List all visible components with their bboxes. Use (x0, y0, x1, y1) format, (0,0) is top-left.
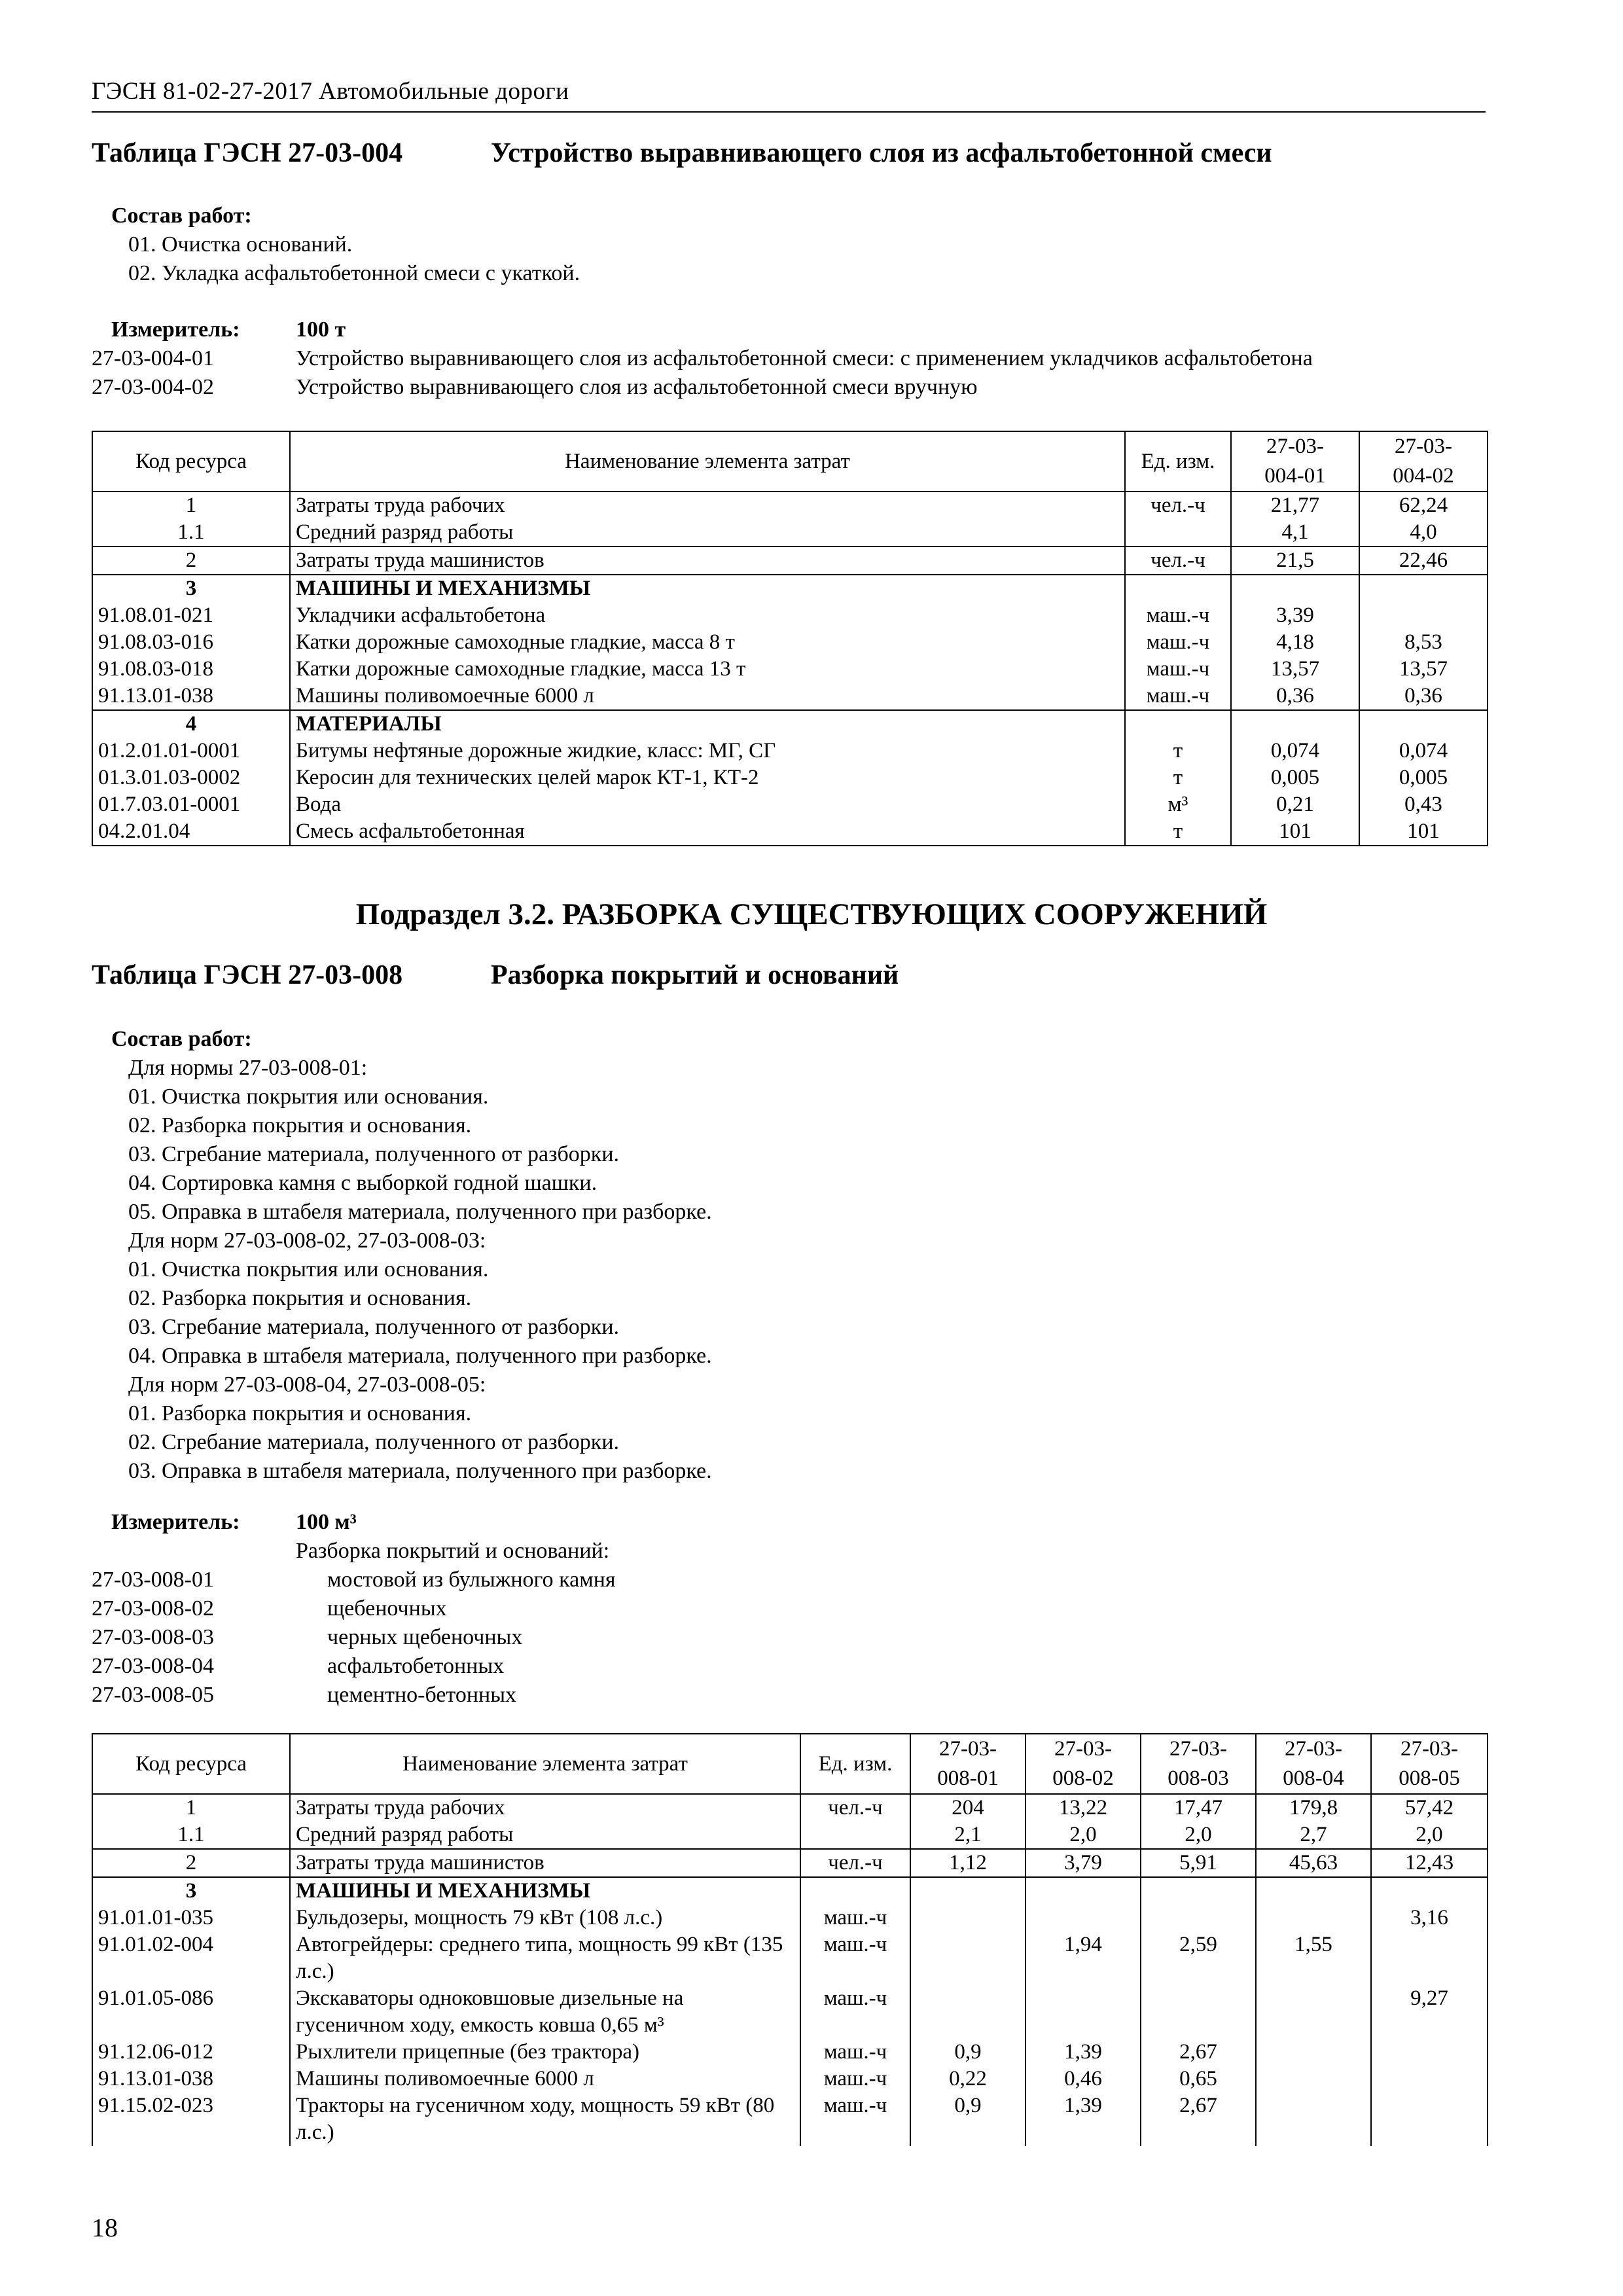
cell-code: 2 (92, 547, 290, 575)
cell-value: 21,77 (1231, 492, 1359, 519)
cell-code: 01.3.01.03-0002 (92, 764, 290, 791)
cell-value: 2,0 (1026, 1821, 1141, 1849)
header-rule (92, 111, 1486, 113)
table2-title (92, 960, 899, 991)
work-item: 03. Оправка в штабеля материала, полученного при разборке. (128, 1459, 712, 1483)
cell-unit (1125, 575, 1231, 602)
norm-code: 27-03-008-01 (92, 1568, 214, 1592)
cell-value: 62,24 (1359, 492, 1488, 519)
cell-value: 0,005 (1231, 764, 1359, 791)
table-row (92, 710, 1488, 738)
cell-unit (1125, 710, 1231, 738)
cell-value (910, 1905, 1026, 1931)
cell-value: 21,5 (1231, 547, 1359, 575)
norm-row (92, 1594, 1492, 1623)
col-header-name: Наименование элемента затрат (290, 1734, 800, 1794)
table-row (92, 1821, 1488, 1849)
cell-value: 0,43 (1359, 791, 1488, 818)
cell-value (910, 1985, 1026, 2039)
running-header: ГЭСН 81-02-27-2017 Автомобильные дороги (92, 78, 569, 105)
cell-code: 91.08.03-016 (92, 629, 290, 656)
cell-value (1371, 1931, 1488, 1985)
cell-unit: маш.-ч (1125, 602, 1231, 629)
col-header-code: Код ресурса (92, 1734, 290, 1794)
cell-value: 4,0 (1359, 519, 1488, 547)
cell-unit: маш.-ч (1125, 629, 1231, 656)
norm-code: 27-03-008-03 (92, 1625, 214, 1649)
table-row (92, 1985, 1488, 2039)
table-row (92, 602, 1488, 629)
cell-unit: маш.-ч (800, 1905, 910, 1931)
cell-value (1256, 2066, 1371, 2092)
cell-code: 91.01.01-035 (92, 1905, 290, 1931)
table2-meter (92, 1508, 1492, 1710)
norm-code: 27-03-008-02 (92, 1596, 214, 1621)
subsection-title: Подраздел 3.2. РАЗБОРКА СУЩЕСТВУЮЩИХ СООРУЖЕНИЙ (355, 897, 1268, 931)
cell-value: 101 (1231, 818, 1359, 846)
col-header-unit: Ед. изм. (1125, 431, 1231, 492)
table1-meter (92, 315, 1492, 402)
table-row (92, 492, 1488, 519)
cell-value: 2,67 (1141, 2039, 1256, 2066)
col-header-norm: 27-03- 008-01 (910, 1734, 1026, 1794)
cell-value: 8,53 (1359, 629, 1488, 656)
cell-name: Катки дорожные самоходные гладкие, масса 8 т (290, 629, 1125, 656)
col-header-name: Наименование элемента затрат (290, 431, 1125, 492)
cell-name: Автогрейдеры: среднего типа, мощность 99 кВт (135 л.с.) (290, 1931, 800, 1985)
cell-value: 45,63 (1256, 1849, 1371, 1877)
cell-unit (800, 1877, 910, 1905)
cell-value (1256, 1985, 1371, 2039)
table2-name: Разборка покрытий и оснований (491, 960, 899, 990)
cell-value (1256, 1905, 1371, 1931)
norm-text: Устройство выравнивающего слоя из асфальтобетонной смеси: с применением укладчиков асфальтобетона (296, 346, 1313, 370)
cell-value: 0,9 (910, 2039, 1026, 2066)
cell-unit: т (1125, 818, 1231, 846)
table-row (92, 791, 1488, 818)
cell-value: 2,0 (1371, 1821, 1488, 1849)
table-row (92, 738, 1488, 764)
cell-unit (800, 1821, 910, 1849)
col-header-norm: 27-03- 004-01 (1231, 431, 1359, 492)
cell-unit (1125, 519, 1231, 547)
work-item: 01. Разборка покрытия и основания. (128, 1401, 472, 1426)
table-row (92, 519, 1488, 547)
cell-value: 2,7 (1256, 1821, 1371, 1849)
cell-name: Машины поливомоечные 6000 л (290, 683, 1125, 710)
cell-name: Рыхлители прицепные (без трактора) (290, 2039, 800, 2066)
cell-code: 04.2.01.04 (92, 818, 290, 846)
cell-name: Экскаваторы одноковшовые дизельные на гусеничном ходу, емкость ковша 0,65 м³ (290, 1985, 800, 2039)
work-item: 01. Очистка покрытия или основания. (128, 1257, 489, 1282)
cell-value: 0,9 (910, 2092, 1026, 2146)
cell-name: Затраты труда машинистов (290, 547, 1125, 575)
cell-value (1141, 1905, 1256, 1931)
meter-value: 100 т (296, 317, 346, 342)
norm-row (92, 1623, 1492, 1652)
cell-value: 3,39 (1231, 602, 1359, 629)
cell-value: 3,79 (1026, 1849, 1141, 1877)
cell-value (1359, 575, 1488, 602)
cell-unit: маш.-ч (1125, 656, 1231, 683)
cell-name: Битумы нефтяные дорожные жидкие, класс: МГ, СГ (290, 738, 1125, 764)
norm-text: асфальтобетонных (327, 1654, 505, 1678)
norm-row (92, 1566, 1492, 1594)
cell-value: 3,16 (1371, 1905, 1488, 1931)
cell-value: 0,22 (910, 2066, 1026, 2092)
norm-code: 27-03-008-04 (92, 1654, 214, 1678)
table-row (92, 575, 1488, 602)
cell-value: 5,91 (1141, 1849, 1256, 1877)
col-header-norm: 27-03- 008-05 (1371, 1734, 1488, 1794)
cell-value: 4,18 (1231, 629, 1359, 656)
cell-value: 1,12 (910, 1849, 1026, 1877)
cell-value: 0,36 (1231, 683, 1359, 710)
cell-value: 0,074 (1231, 738, 1359, 764)
cell-value: 13,57 (1359, 656, 1488, 683)
table-row (92, 1905, 1488, 1931)
cell-value: 179,8 (1256, 1794, 1371, 1821)
cell-value: 1,55 (1256, 1931, 1371, 1985)
cell-value (1026, 1877, 1141, 1905)
work-item: 03. Сгребание материала, полученного от разборки. (128, 1315, 620, 1339)
cell-unit: маш.-ч (800, 1931, 910, 1985)
cell-value (1141, 1877, 1256, 1905)
cell-value (1026, 1985, 1141, 2039)
table-row (92, 683, 1488, 710)
table1-resources (92, 431, 1488, 846)
cell-unit: маш.-ч (1125, 683, 1231, 710)
table2-works (111, 1025, 712, 1486)
cell-value: 101 (1359, 818, 1488, 846)
norm-row (92, 1681, 1492, 1710)
cell-value: 1,39 (1026, 2092, 1141, 2146)
cell-value (1371, 2039, 1488, 2066)
work-group-title: Для нормы 27-03-008-01: (128, 1056, 368, 1080)
cell-code: 1 (92, 492, 290, 519)
table-row (92, 629, 1488, 656)
cell-value: 13,22 (1026, 1794, 1141, 1821)
cell-name: Средний разряд работы (290, 1821, 800, 1849)
cell-unit: чел.-ч (1125, 547, 1231, 575)
cell-value (1256, 2092, 1371, 2146)
cell-unit: т (1125, 764, 1231, 791)
cell-code: 91.08.01-021 (92, 602, 290, 629)
cell-value (910, 1877, 1026, 1905)
table-row (92, 818, 1488, 846)
cell-value: 0,46 (1026, 2066, 1141, 2092)
norm-row (92, 1652, 1492, 1681)
cell-name: Смесь асфальтобетонная (290, 818, 1125, 846)
norm-code: 27-03-008-05 (92, 1683, 214, 1707)
cell-unit: маш.-ч (800, 2092, 910, 2146)
work-group-title: Для норм 27-03-008-02, 27-03-008-03: (128, 1229, 486, 1253)
cell-unit: чел.-ч (800, 1794, 910, 1821)
cell-value: 9,27 (1371, 1985, 1488, 2039)
table1-label: Таблица ГЭСН 27-03-004 (92, 138, 403, 168)
cell-value: 2,1 (910, 1821, 1026, 1849)
cell-value: 1,94 (1026, 1931, 1141, 1985)
cell-name: Тракторы на гусеничном ходу, мощность 59 кВт (80 л.с.) (290, 2092, 800, 2146)
table1-works (111, 202, 580, 288)
cell-name: Керосин для технических целей марок КТ-1, КТ-2 (290, 764, 1125, 791)
works-title: Состав работ: (111, 204, 252, 228)
col-header-norm: 27-03- 008-04 (1256, 1734, 1371, 1794)
table-row (92, 547, 1488, 575)
cell-value: 1,39 (1026, 2039, 1141, 2066)
cell-value: 2,67 (1141, 2092, 1256, 2146)
cell-code: 91.01.05-086 (92, 1985, 290, 2039)
meter-value: 100 м³ (296, 1510, 357, 1534)
cell-value (1371, 2066, 1488, 2092)
col-header-norm: 27-03- 004-02 (1359, 431, 1488, 492)
work-item: 01. Очистка покрытия или основания. (128, 1085, 489, 1109)
cell-code: 1 (92, 1794, 290, 1821)
norm-code: 27-03-004-01 (92, 346, 214, 370)
table-row (92, 2066, 1488, 2092)
cell-code: 91.13.01-038 (92, 2066, 290, 2092)
cell-unit: чел.-ч (800, 1849, 910, 1877)
cell-unit: маш.-ч (800, 2039, 910, 2066)
cell-value (1026, 1905, 1141, 1931)
cell-name: МАШИНЫ И МЕХАНИЗМЫ (290, 1877, 800, 1905)
cell-code: 1.1 (92, 1821, 290, 1849)
table-row (92, 656, 1488, 683)
norm-text: мостовой из булыжного камня (327, 1568, 616, 1592)
work-group-title: Для норм 27-03-008-04, 27-03-008-05: (128, 1372, 486, 1397)
col-header-code: Код ресурса (92, 431, 290, 492)
cell-value: 2,59 (1141, 1931, 1256, 1985)
work-item: 02. Разборка покрытия и основания. (128, 1113, 472, 1138)
cell-value: 17,47 (1141, 1794, 1256, 1821)
table-row (92, 1931, 1488, 1985)
cell-value: 57,42 (1371, 1794, 1488, 1821)
work-item: 02. Сгребание материала, полученного от разборки. (128, 1430, 620, 1454)
col-header-unit: Ед. изм. (800, 1734, 910, 1794)
norm-text: цементно-бетонных (327, 1683, 517, 1707)
meter-label: Измеритель: (111, 317, 240, 342)
table-row (92, 764, 1488, 791)
cell-name: Затраты труда машинистов (290, 1849, 800, 1877)
cell-code: 1.1 (92, 519, 290, 547)
cell-value: 13,57 (1231, 656, 1359, 683)
cell-name: МАШИНЫ И МЕХАНИЗМЫ (290, 575, 1125, 602)
cell-value: 4,1 (1231, 519, 1359, 547)
cell-code: 4 (92, 710, 290, 738)
cell-name: Машины поливомоечные 6000 л (290, 2066, 800, 2092)
cell-name: Бульдозеры, мощность 79 кВт (108 л.с.) (290, 1905, 800, 1931)
cell-value (1141, 1985, 1256, 2039)
cell-value: 0,005 (1359, 764, 1488, 791)
cell-value (1231, 710, 1359, 738)
cell-unit: чел.-ч (1125, 492, 1231, 519)
cell-value: 0,074 (1359, 738, 1488, 764)
work-item: 02. Разборка покрытия и основания. (128, 1286, 472, 1310)
cell-code: 91.12.06-012 (92, 2039, 290, 2066)
cell-value: 12,43 (1371, 1849, 1488, 1877)
cell-name: МАТЕРИАЛЫ (290, 710, 1125, 738)
cell-code: 01.2.01.01-0001 (92, 738, 290, 764)
cell-unit: маш.-ч (800, 1985, 910, 2039)
table-row (92, 1849, 1488, 1877)
cell-value: 0,21 (1231, 791, 1359, 818)
col-header-norm: 27-03- 008-03 (1141, 1734, 1256, 1794)
meter-subtitle: Разборка покрытий и оснований: (296, 1539, 610, 1563)
cell-value (1231, 575, 1359, 602)
table-row (92, 2092, 1488, 2146)
cell-code: 91.15.02-023 (92, 2092, 290, 2146)
cell-value (1359, 710, 1488, 738)
table1-title (92, 137, 1272, 169)
works-title: Состав работ: (111, 1027, 252, 1051)
cell-code: 3 (92, 1877, 290, 1905)
cell-value (910, 1931, 1026, 1985)
cell-value: 204 (910, 1794, 1026, 1821)
cell-code: 2 (92, 1849, 290, 1877)
cell-code: 01.7.03.01-0001 (92, 791, 290, 818)
cell-value (1371, 2092, 1488, 2146)
table-row (92, 2039, 1488, 2066)
work-item: 02. Укладка асфальтобетонной смеси с укаткой. (128, 261, 580, 285)
cell-name: Вода (290, 791, 1125, 818)
page-number: 18 (92, 2213, 118, 2242)
cell-code: 91.08.03-018 (92, 656, 290, 683)
cell-name: Затраты труда рабочих (290, 1794, 800, 1821)
cell-unit: т (1125, 738, 1231, 764)
cell-value: 22,46 (1359, 547, 1488, 575)
cell-name: Затраты труда рабочих (290, 492, 1125, 519)
cell-value: 0,65 (1141, 2066, 1256, 2092)
table-row (92, 1877, 1488, 1905)
cell-value (1371, 1877, 1488, 1905)
table1-name: Устройство выравнивающего слоя из асфальтобетонной смеси (491, 138, 1272, 168)
cell-value: 2,0 (1141, 1821, 1256, 1849)
work-item: 01. Очистка оснований. (128, 232, 353, 257)
cell-value (1359, 602, 1488, 629)
cell-name: Укладчики асфальтобетона (290, 602, 1125, 629)
cell-value (1256, 1877, 1371, 1905)
norm-code: 27-03-004-02 (92, 375, 214, 399)
table2-resources (92, 1733, 1488, 2146)
cell-name: Катки дорожные самоходные гладкие, масса 13 т (290, 656, 1125, 683)
meter-label: Измеритель: (111, 1510, 240, 1534)
work-item: 05. Оправка в штабеля материала, полученного при разборке. (128, 1200, 712, 1224)
col-header-norm: 27-03- 008-02 (1026, 1734, 1141, 1794)
cell-code: 91.01.02-004 (92, 1931, 290, 1985)
table-row (92, 1794, 1488, 1821)
cell-value: 0,36 (1359, 683, 1488, 710)
cell-code: 3 (92, 575, 290, 602)
norm-text: Устройство выравнивающего слоя из асфальтобетонной смеси вручную (296, 375, 978, 399)
cell-unit: м³ (1125, 791, 1231, 818)
work-item: 03. Сгребание материала, полученного от разборки. (128, 1142, 620, 1166)
norm-text: щебеночных (327, 1596, 447, 1621)
work-item: 04. Сортировка камня с выборкой годной шашки. (128, 1171, 597, 1195)
table2-label: Таблица ГЭСН 27-03-008 (92, 960, 403, 990)
norm-text: черных щебеночных (327, 1625, 523, 1649)
cell-name: Средний разряд работы (290, 519, 1125, 547)
work-item: 04. Оправка в штабеля материала, полученного при разборке. (128, 1344, 712, 1368)
cell-code: 91.13.01-038 (92, 683, 290, 710)
cell-value (1256, 2039, 1371, 2066)
cell-unit: маш.-ч (800, 2066, 910, 2092)
